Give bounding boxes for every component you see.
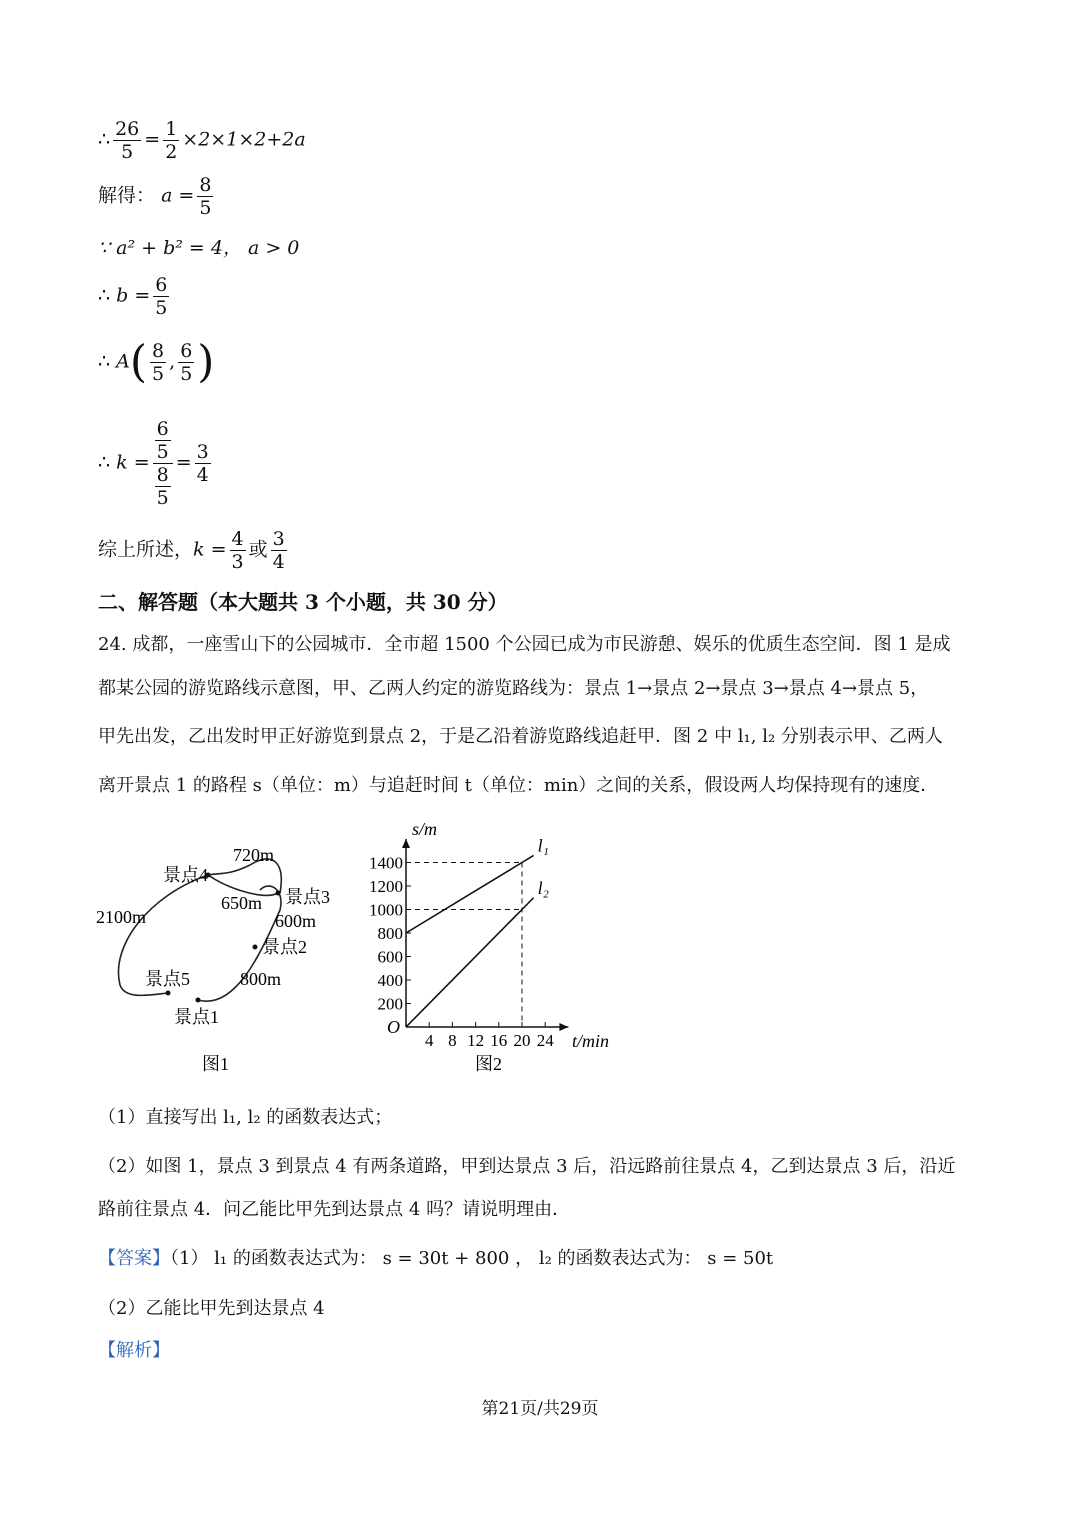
- frac-num: 26: [115, 118, 140, 140]
- y-tick-label: 1200: [369, 877, 403, 896]
- distance-23: 600m: [275, 911, 317, 931]
- frac-den: 5: [155, 297, 168, 319]
- answer-line-2: （2）乙能比甲先到达景点 4: [98, 1298, 325, 1319]
- point-5-dot: [166, 991, 171, 996]
- x-axis-label: t/min: [572, 1031, 610, 1051]
- distance-12: 800m: [240, 969, 282, 989]
- var-a: a: [161, 184, 173, 207]
- label-point-5: 景点5: [145, 969, 190, 989]
- analysis-tag: 【解析】: [98, 1340, 170, 1361]
- label-point-3: 景点3: [285, 887, 330, 907]
- series-line-1: [406, 855, 534, 933]
- frac-den: 4: [272, 551, 285, 573]
- y-tick-label: 1400: [369, 853, 403, 873]
- section-title: 二、解答题（本大题共 3 个小题，共 30 分）: [98, 590, 508, 614]
- x-tick-label: 8: [448, 1031, 457, 1050]
- summary-label: 综上所述，: [98, 538, 194, 561]
- page-footer: 第21页/共29页: [481, 1399, 599, 1419]
- equation-4: ∴ b = $\frac{6}{5}$: [98, 274, 168, 319]
- frac-den: 5: [156, 441, 169, 463]
- solve-label: 解得：: [98, 184, 156, 207]
- frac-den: 3: [231, 551, 244, 573]
- var-k: k: [193, 538, 205, 561]
- x-axis-arrow: [559, 1023, 568, 1031]
- frac-num: 6: [156, 418, 169, 440]
- y-tick-label: 600: [377, 947, 403, 967]
- var-k: k: [116, 451, 128, 474]
- x-tick-label: 24: [536, 1031, 554, 1050]
- frac-den: 2: [165, 141, 178, 163]
- distance-45: 2100m: [96, 907, 147, 927]
- equation-1: ∴ $\frac{26}{5}$ = $\frac{1}{2}$ ×2×1×2+2a: [98, 118, 306, 163]
- y-tick-label: 400: [377, 971, 403, 990]
- figure-1-caption: 图1: [202, 1054, 229, 1074]
- frac-den: 5: [199, 197, 212, 219]
- frac-num: 1: [165, 118, 178, 140]
- frac-den: 5: [180, 363, 193, 385]
- answer-1-text: （1） l₁ 的函数表达式为： s = 30t + 800 ， l₂ 的函数表达式为： s = 50t: [170, 1248, 774, 1269]
- point-a: A: [116, 350, 130, 373]
- equation-7: 综上所述，k = $\frac{4}{3}$ 或 $\frac{3}{4}$: [98, 528, 285, 573]
- equation-rest: ×2×1×2+2a: [182, 128, 306, 151]
- question-2-line-1: （2）如图 1，景点 3 到景点 4 有两条道路，甲到达景点 3 后，沿远路前往景点 4，乙到达景点 3 后，沿近: [98, 1156, 956, 1177]
- frac-den: 5: [121, 141, 134, 163]
- frac-den: 5: [156, 487, 169, 509]
- point-1-dot: [196, 998, 201, 1003]
- problem-line-2: 都某公园的游览路线示意图，甲、乙两人约定的游览路线为：景点 1→景点 2→景点 3→景点 4→景点 5，: [98, 678, 929, 699]
- problem-line-4: 离开景点 1 的路程 s（单位：m）与追赶时间 t（单位：min）之间的关系，假设两人均保持现有的速度．: [98, 775, 939, 796]
- frac-num: 8: [156, 464, 169, 486]
- problem-line-1: 24. 成都，一座雪山下的公园城市．全市超 1500 个公园已成为市民游憩、娱乐的优质生态空间．图 1 是成: [98, 634, 951, 655]
- frac-den: 5: [152, 363, 165, 385]
- equation-5: ∴ A( $\frac{8}{5}$ , $\frac{6}{5}$ ): [98, 336, 215, 388]
- y-axis-label: s/m: [412, 819, 438, 839]
- point-3-dot: [276, 891, 281, 896]
- x-tick-label: 4: [424, 1031, 434, 1050]
- y-axis-arrow: [402, 839, 410, 848]
- var-b: b: [116, 284, 129, 307]
- answer-tag: 【答案】: [98, 1248, 170, 1269]
- frac-num: 8: [152, 340, 165, 362]
- origin-label: O: [387, 1017, 400, 1037]
- frac-num: 3: [272, 528, 285, 550]
- series-label-1: l₁: [537, 835, 549, 856]
- equation-2: 解得： a = $\frac{8}{5}$: [98, 174, 212, 219]
- figure-2-caption: 图2: [475, 1054, 502, 1074]
- figure-2-line-chart: [360, 815, 630, 1080]
- frac-num: 8: [199, 174, 212, 196]
- or-label: 或: [248, 538, 268, 561]
- label-point-2: 景点2: [262, 937, 307, 957]
- problem-line-3: 甲先出发，乙出发时甲正好游览到景点 2，于是乙沿着游览路线追赶甲．图 2 中 l₁, l₂ 分别表示甲、乙两人: [98, 726, 943, 747]
- point-2-dot: [253, 945, 258, 950]
- equation-6: ∴ k = $\frac{\frac{6}{5}}{\frac{8}{5}}$ = $\frac{3}{4}$: [98, 418, 209, 509]
- frac-num: 6: [180, 340, 193, 362]
- series-label-2: l₂: [537, 877, 549, 898]
- x-tick-label: 20: [513, 1031, 531, 1050]
- answer-line-1: [98, 1250, 978, 1268]
- question-2-line-2: 路前往景点 4．问乙能比甲先到达景点 4 吗？请说明理由．: [98, 1199, 571, 1220]
- frac-num: 3: [196, 441, 209, 463]
- figure-1-route-diagram: [90, 835, 360, 1080]
- distance-34-far: 720m: [233, 845, 275, 865]
- x-tick-label: 16: [490, 1031, 508, 1050]
- label-point-1: 景点1: [174, 1007, 219, 1027]
- y-tick-label: 200: [377, 994, 403, 1014]
- series-line-2: [406, 898, 534, 1027]
- y-tick-label: 1000: [369, 900, 403, 920]
- label-point-4: 景点4: [163, 865, 208, 885]
- x-tick-label: 12: [467, 1031, 485, 1050]
- equation-3: ∵ a² + b² = 4， a > 0: [98, 237, 300, 259]
- frac-num: 6: [155, 274, 168, 296]
- frac-num: 4: [231, 528, 244, 550]
- distance-34-near: 650m: [221, 893, 263, 913]
- frac-den: 4: [196, 464, 209, 486]
- y-tick-label: 800: [377, 924, 403, 943]
- question-1: （1）直接写出 l₁, l₂ 的函数表达式；: [98, 1107, 393, 1128]
